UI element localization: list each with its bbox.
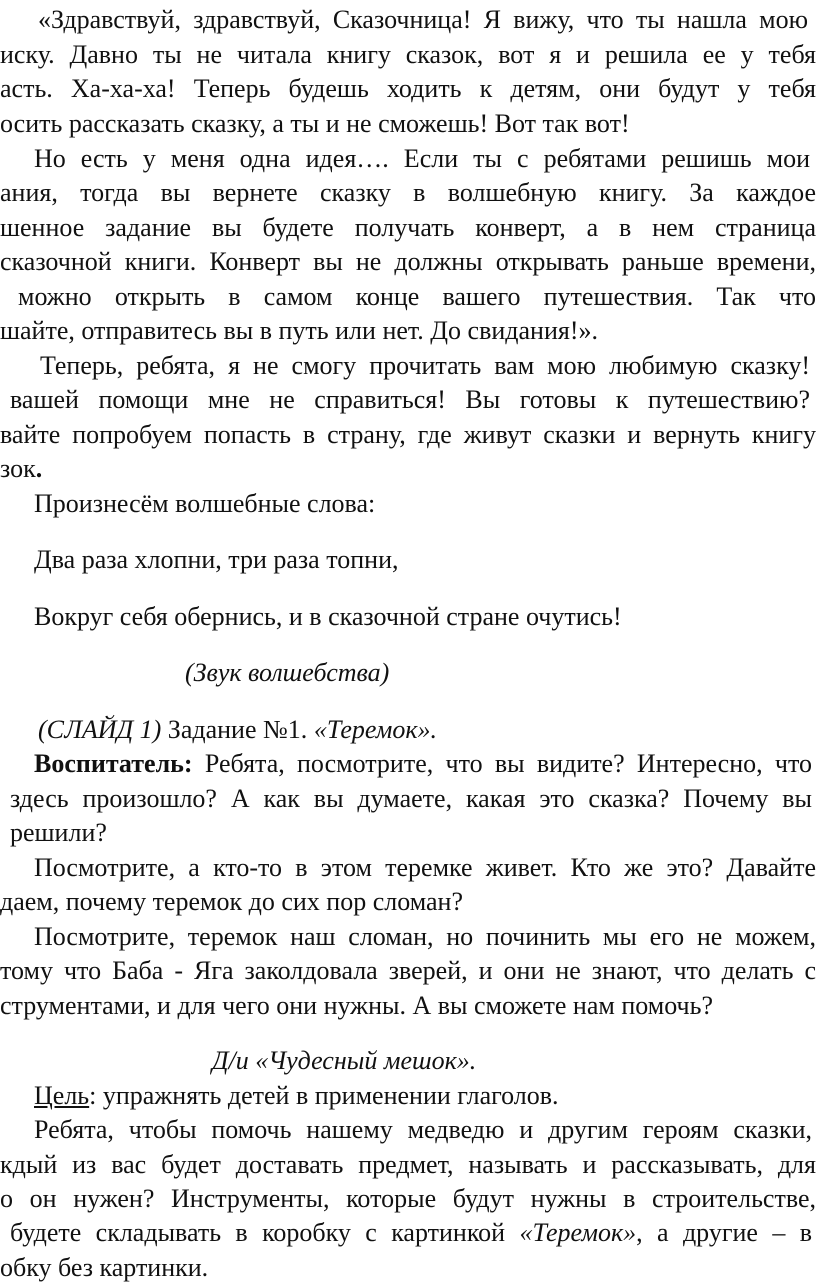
text-line: ания, тогда вы вернете сказку в волшебную книгу. За каждое (0, 178, 816, 207)
text-line: Ребята, чтобы помочь нашему медведю и другим героям сказки, (34, 1115, 812, 1144)
text-line: сказочной книги. Конверт вы не должны открывать раньше времени, (0, 247, 816, 276)
text-line: даем, почему теремок до сих пор сломан? (0, 887, 463, 916)
stage-direction: (Звук волшебства) (185, 658, 390, 687)
text-line: зок. (0, 454, 43, 483)
verse-line: Вокруг себя обернись, и в сказочной стране очутись! (34, 602, 622, 631)
text-line: вашей помощи мне не справиться! Вы готовы к путешествию? (10, 385, 810, 414)
text-line: решили? (10, 818, 107, 847)
text-line: иску. Давно ты не читала книгу сказок, вот я и решила ее у тебя (0, 40, 816, 69)
text-line: Теперь, ребята, я не смогу прочитать вам мою любимую сказку! (40, 351, 810, 380)
task-heading: (СЛАЙД 1) Задание №1. «Теремок». (38, 715, 438, 744)
text-line: «Здравствуй, здравствуй, Сказочница! Я вижу, что ты нашла мою (38, 5, 808, 34)
text-line: будете складывать в коробку с картинкой «Теремок», а другие – в (10, 1218, 812, 1247)
text-line: Произнесём волшебные слова: (34, 489, 376, 518)
game-title: Д/и «Чудесный мешок». (212, 1046, 477, 1075)
text-line: здесь произошло? А как вы думаете, какая это сказка? Почему вы (10, 784, 812, 813)
text-line: о он нужен? Инструменты, которые будут нужны в строительстве, (0, 1184, 816, 1213)
text-line: тому что Баба - Яга заколдовала зверей, и они не знают, что делать с (0, 956, 816, 985)
text-line: осить рассказать сказку, а ты и не сможешь! Вот так вот! (0, 109, 630, 138)
text-line: Посмотрите, теремок наш сломан, но починить мы его не можем, (34, 922, 816, 951)
text-line: шенное задание вы будете получать конверт, а в нем страница (0, 213, 816, 242)
goal-line: Цель: упражнять детей в применении глаголов. (34, 1081, 559, 1110)
text-line: вайте попробуем попасть в страну, где живут сказки и вернуть книгу (0, 420, 816, 449)
text-line: асть. Ха-ха-ха! Теперь будешь ходить к детям, они будут у тебя (0, 74, 816, 103)
text-line: Посмотрите, а кто-то в этом теремке живет. Кто же это? Давайте (34, 853, 816, 882)
text-line: струментами, и для чего они нужны. А вы сможете нам помочь? (0, 991, 713, 1020)
text-line: обку без картинки. (0, 1253, 209, 1282)
text-line: можно открыть в самом конце вашего путешествия. Так что (18, 282, 816, 311)
text-line: кдый из вас будет доставать предмет, называть и рассказывать, для (0, 1150, 816, 1179)
verse-line: Два раза хлопни, три раза топни, (34, 545, 399, 574)
text-line: Воспитатель: Ребята, посмотрите, что вы видите? Интересно, что (34, 749, 812, 778)
text-line: шайте, отправитесь вы в путь или нет. До свидания!». (0, 316, 598, 345)
text-line: Но есть у меня одна идея…. Если ты с ребятами решишь мои (34, 144, 810, 173)
